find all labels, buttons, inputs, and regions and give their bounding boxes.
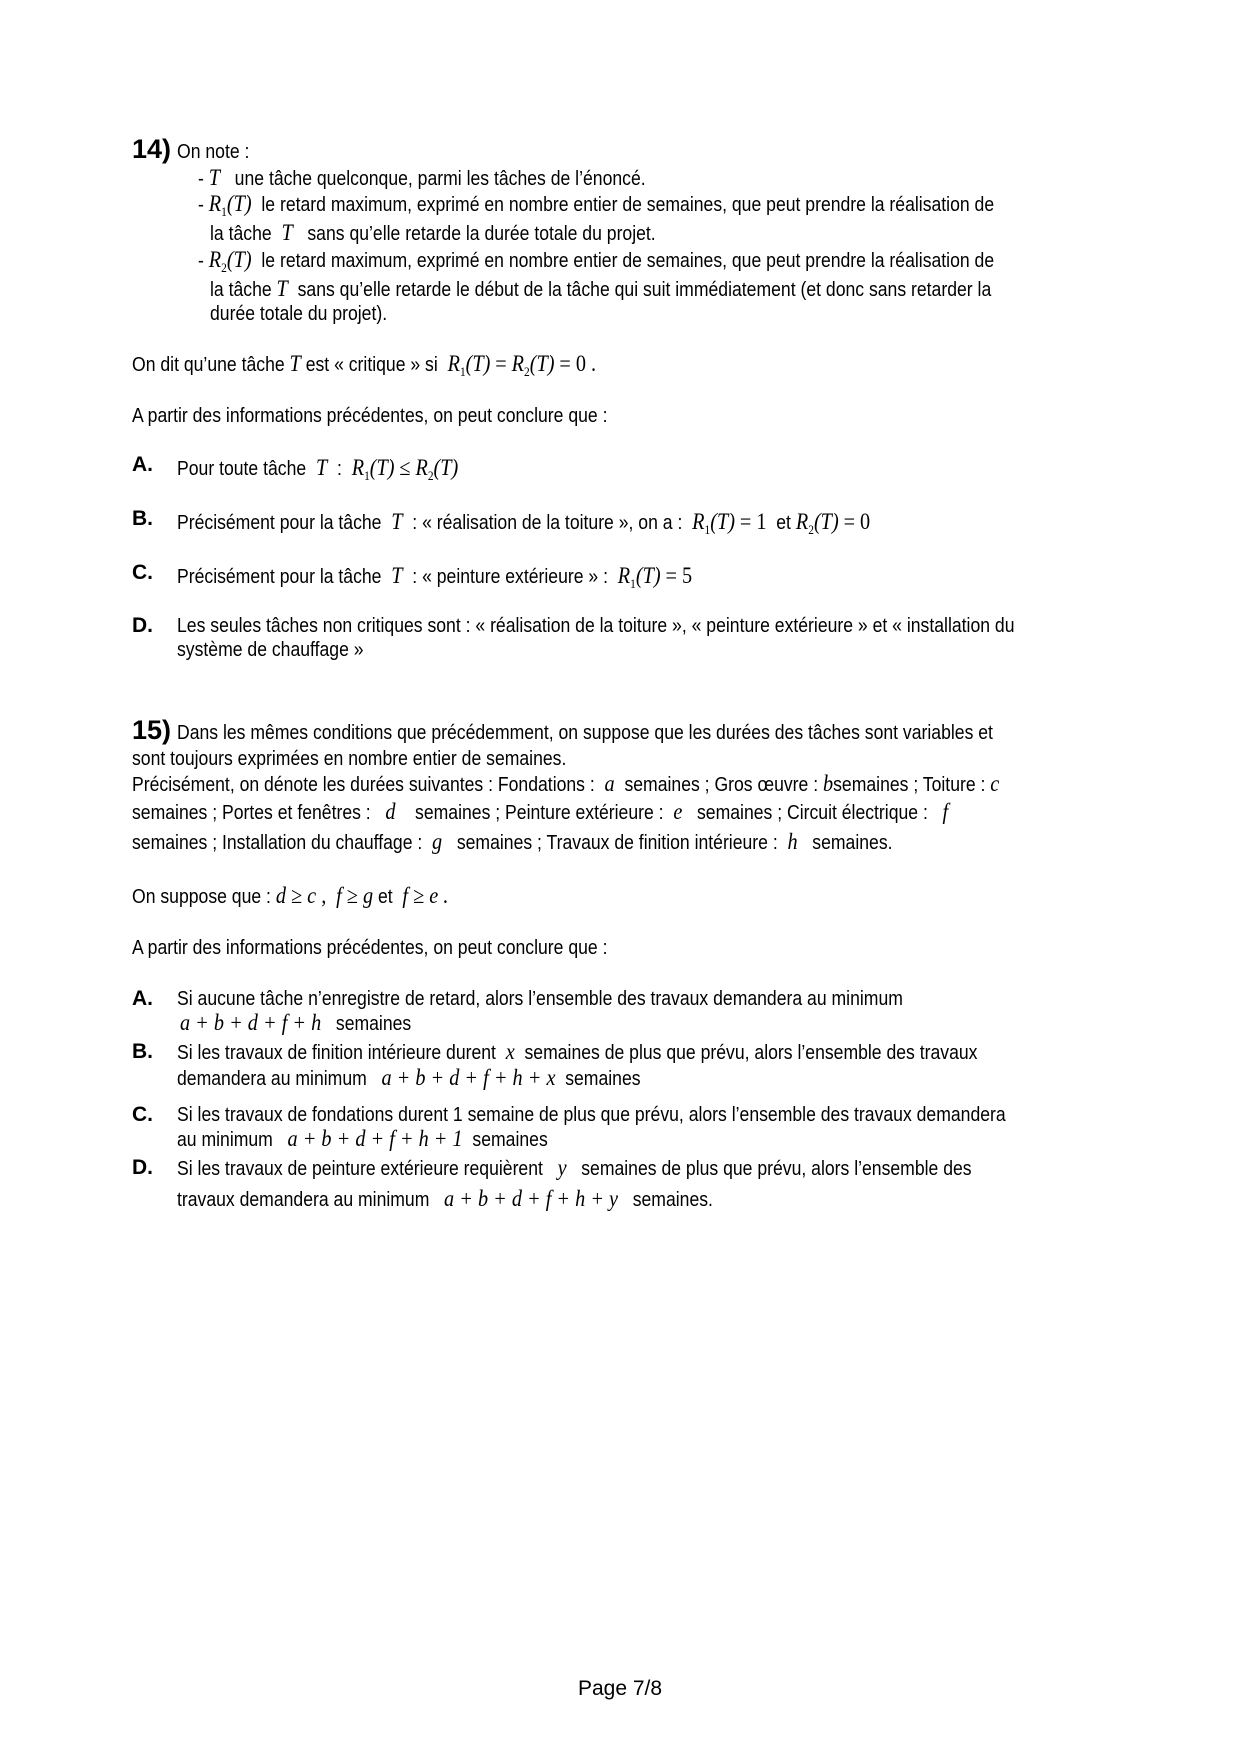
q14-bullet-3-line3: durée totale du projet). — [210, 303, 388, 325]
q15-conclude: A partir des informations précédentes, on peut conclure que : — [132, 937, 608, 959]
q15-option-a-line1: Si aucune tâche n’enregistre de retard, alors l’ensemble des travaux demandera au minimum — [177, 988, 903, 1010]
q15-suppose: On suppose que : d ≥ c , f ≥ g et f ≥ e . — [132, 883, 449, 908]
q15-option-d-label: D. — [132, 1156, 153, 1179]
q14-option-b-text: Précisément pour la tâche T : « réalisation de la toiture », on a : $R_1(T) = 1$ et $R_2(T) = 0$ — [177, 509, 871, 537]
q14-option-d-label: D. — [132, 614, 153, 637]
q15-option-c-line2: au minimum a + b + d + f + h + 1 semaines — [177, 1126, 548, 1151]
q15-line4: semaines ; Portes et fenêtres : d semaines ; Peinture extérieure : e semaines ; Circuit électrique : f — [132, 799, 949, 824]
q14-bullet-3-line1: - $R_2(T)$ le retard maximum, exprimé en nombre entier de semaines, que peut prendre la réalisation de — [198, 247, 995, 275]
q15-option-b-line2: demandera au minimum a + b + d + f + h + x semaines — [177, 1065, 641, 1090]
q15-option-a-line2: a + b + d + f + h semaines — [180, 1010, 412, 1035]
q14-intro: On note : — [177, 141, 250, 163]
q14-bullet-2-line1: - $R_1(T)$ le retard maximum, exprimé en nombre entier de semaines, que peut prendre la réalisation de — [198, 191, 995, 219]
q15-line2: sont toujours exprimées en nombre entier de semaines. — [132, 748, 567, 770]
question-14-number: 14) — [132, 134, 172, 164]
q14-bullet-2-line2: la tâche T sans qu’elle retarde la durée totale du projet. — [210, 220, 656, 245]
q14-option-d-line2: système de chauffage » — [177, 639, 364, 661]
q15-line5: semaines ; Installation du chauffage : g semaines ; Travaux de finition intérieure : h semaines. — [132, 829, 893, 854]
q14-option-d-line1: Les seules tâches non critiques sont : « réalisation de la toiture », « peinture extérieure » et « installation du — [177, 615, 1015, 637]
q14-critique-definition: On dit qu’une tâche T est « critique » si $R_1(T) = R_2(T) = 0$ . — [132, 351, 597, 379]
q15-option-b-line1: Si les travaux de finition intérieure durent x semaines de plus que prévu, alors l’ensemble des travaux — [177, 1039, 978, 1064]
page-number: Page 7/8 — [577, 1677, 663, 1700]
q15-line3: Précisément, on dénote les durées suivantes : Fondations : a semaines ; Gros œuvre : bsemaines ; Toiture : c — [132, 771, 1000, 796]
q15-option-a-label: A. — [132, 987, 153, 1010]
q15-option-c-line1: Si les travaux de fondations durent 1 semaine de plus que prévu, alors l’ensemble des travaux demandera — [177, 1104, 1006, 1126]
q15-option-c-label: C. — [132, 1103, 153, 1126]
q15-option-d-line2: travaux demandera au minimum a + b + d + f + h + y semaines. — [177, 1186, 713, 1211]
q15-option-d-line1: Si les travaux de peinture extérieure requièrent y semaines de plus que prévu, alors l’ensemble des — [177, 1155, 972, 1180]
q15-line1: Dans les mêmes conditions que précédemment, on suppose que les durées des tâches sont variables et — [177, 722, 993, 744]
q14-bullet-1: - T une tâche quelconque, parmi les tâches de l’énoncé. — [198, 165, 646, 190]
q15-option-b-label: B. — [132, 1040, 153, 1063]
q14-option-a-text: Pour toute tâche T : $R_1(T) \le R_2(T)$ — [177, 455, 459, 483]
q14-option-c-text: Précisément pour la tâche T : « peinture extérieure » : $R_1(T) = 5$ — [177, 563, 693, 591]
q14-option-c-label: C. — [132, 561, 153, 584]
q14-bullet-3-line2: la tâche T sans qu’elle retarde le début de la tâche qui suit immédiatement (et donc sans retarder la — [210, 276, 992, 301]
q14-conclude: A partir des informations précédentes, on peut conclure que : — [132, 405, 608, 427]
q14-option-a-label: A. — [132, 453, 153, 476]
question-15-number: 15) — [132, 715, 172, 745]
q14-option-b-label: B. — [132, 507, 153, 530]
